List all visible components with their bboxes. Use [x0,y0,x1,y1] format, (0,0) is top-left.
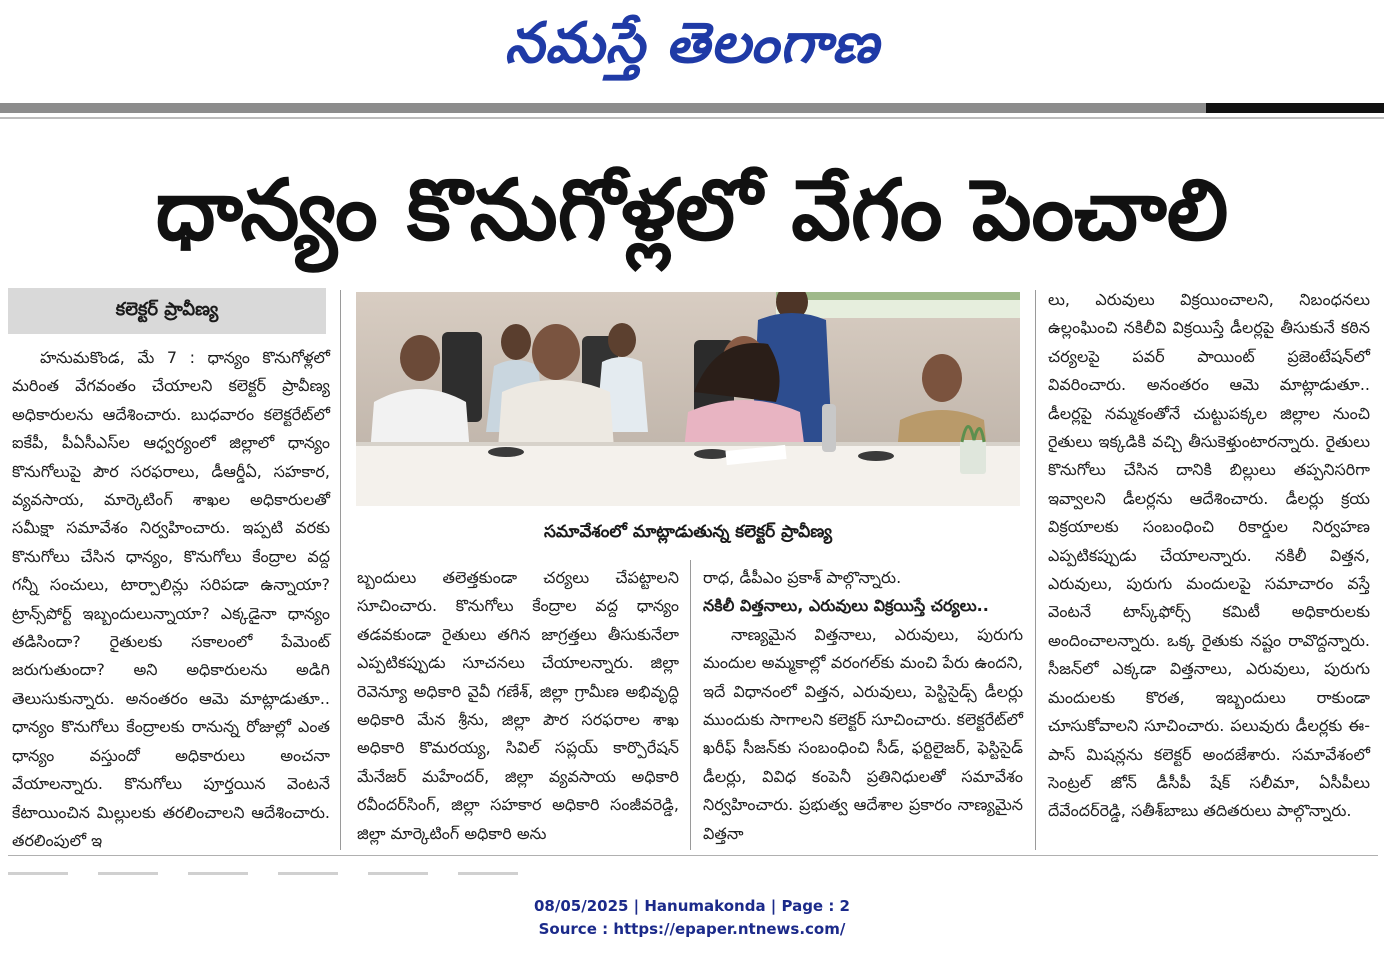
newspaper-logo: నమస్తే తెలంగాణ [504,10,880,76]
next-article-strip [8,872,528,875]
article-column-1 [12,344,330,855]
column-divider [1035,290,1036,850]
article-column-4 [1048,286,1370,826]
column-3-text: నాణ్యమైన విత్తనాలు, ఎరువులు, పురుగు మందుల అమ్మకాల్లో వరంగల్‌కు మంచి పేరు ఉందని, ఇదే విధానంలో విత్తన, ఎరువులు, పెస్టిసైడ్స్ డీలర్లు ముందుకు సాగాలని కలెక్టర్ సూచించారు. కలెక్టరేట్‌లో ఖరీఫ్ సీజన్‌కు సంబంధించి సీడ్, ఫర్టిలైజర్, ఫెస్టిసైడ్ డీలర్లు, వివిధ కంపెనీ ప్రతినిధులతో సమావేశం నిర్వహించారు. ప్రభుత్వ ఆదేశాల ప్రకారం నాణ్యమైన విత్తనా [703,624,1023,843]
masthead-rule-thin [0,117,1384,119]
article-headline: ధాన్యం కొనుగోళ్లలో వేగం పెంచాలి [155,161,1229,259]
masthead [0,0,1384,100]
article-column-3 [703,564,1023,848]
article-column-2 [357,564,679,848]
footer-source-link[interactable]: Source : https://epaper.ntnews.com/ [538,920,846,938]
byline-text: కలెక్టర్ ప్రావీణ్య [115,298,219,320]
article-photo [356,292,1020,506]
column-2-text: బ్బందులు తలెత్తకుండా చర్యలు చేపట్టాలని సూచించారు. కొనుగోలు కేంద్రాల వద్ద ధాన్యం తడవకుండా రైతులు తగిన జాగ్రత్తలు తీసుకునేలా ఎప్పటికప్పుడు సూచనలు చేయాలన్నారు. జిల్లా రెవెన్యూ అధికారి వైవీ గణేశ్, జిల్లా గ్రామీణ అభివృద్ధి అధికారి మేన శ్రీను, జిల్లా పౌర సరఫరాల శాఖ అధికారి కొమరయ్య, సివిల్ సప్లయ్ కార్పొరేషన్ మేనేజర్ మహేందర్, జిల్లా వ్యవసాయ అధికారి రవీందర్‌సింగ్, జిల్లా సహకార అధికారి సంజీవరెడ్డి, జిల్లా మార్కెటింగ్ అధికారి అను [357,568,679,843]
masthead-rule [0,103,1384,113]
footer-edition-info: 08/05/2025 | Hanumakonda | Page : 2 [533,897,850,915]
photo-caption: సమావేశంలో మాట్లాడుతున్న కలెక్టర్ ప్రావీణ్య [543,522,833,542]
column-3-lead: రాధ, డీపీఎం ప్రకాశ్ పాల్గొన్నారు. [703,568,902,587]
column-3-subhead: నకిలీ విత్తనాలు, ఎరువులు విక్రయిస్తే చర్యలు.. [703,596,989,616]
column-divider [690,560,691,850]
page-bottom-rule [8,855,1378,856]
masthead-rule-accent [1206,103,1384,113]
column-1-text: హనుమకొండ, మే 7 : ధాన్యం కొనుగోళ్లలో మరింత వేగవంతం చేయాలని కలెక్టర్ ప్రావీణ్య అధికారులను ఆదేశించారు. బుధవారం కలెక్టరేట్‌లో ఐకేపీ, పీఏసీఎస్‌ల ఆధ్వర్యంలో జిల్లాలో ధాన్యం కొనుగోలుపై పౌర సరఫరాలు, డీఆర్డీఏ, సహకార, వ్యవసాయ, మార్కెటింగ్ శాఖల అధికారులతో సమీక్షా సమావేశం నిర్వహించారు. ఇప్పటి వరకు కొనుగోలు చేసిన ధాన్యం, కొనుగోలు కేంద్రాల వద్ద గన్నీ సంచులు, టార్పాలిన్లు సరిపడా ఉన్నాయా? ట్రాన్స్‌పోర్ట్ ఇబ్బందులున్నాయా? ఎక్కడైనా ధాన్యం తడిసిందా? రైతులకు సకాలంలో పేమెంట్ జరుగుతుందా? అని అధికారులను అడిగి తెలుసుకున్నారు. అనంతరం ఆమె మాట్లాడుతూ.. ధాన్యం కొనుగోలు కేంద్రాలకు రానున్న రోజుల్లో ఎంత ధాన్యం వస్తుందో అధికారులు అంచనా వేయాలన్నారు. కొనుగోలు పూర్తయిన వెంటనే కేటాయించిన మిల్లులకు తరలించాలని ఆదేశించారు. తరలింపులో ఇ [12,348,330,850]
column-divider [340,290,341,850]
column-4-text: లు, ఎరువులు విక్రయించాలని, నిబంధనలు ఉల్లంఘించి నకిలీవి విక్రయిస్తే డీలర్లపై తీసుకునే కఠిన చర్యలపై పవర్ పాయింట్ ప్రజెంటేషన్‌లో వివరించారు. అనంతరం ఆమె మాట్లాడుతూ.. డీలర్లపై నమ్మకంతోనే చుట్టుపక్కల జిల్లాల నుంచి రైతులు ఇక్కడికి వచ్చి తీసుకెళ్తుంటారన్నారు. రైతులు కొనుగోలు చేసిన దానికి బిల్లులు తప్పనిసరిగా ఇవ్వాలని డీలర్లను ఆదేశించారు. డీలర్లు క్రయ విక్రయాలకు సంబంధించి రికార్డుల నిర్వహణ ఎప్పటికప్పుడు చేయాలన్నారు. నకిలీ విత్తన, ఎరువులు, పురుగు మందులపై సమాచారం వస్తే వెంటనే టాస్క్‌ఫోర్స్ కమిటీ అధికారులకు అందించాలన్నారు. ఒక్క రైతుకు నష్టం రావొద్దన్నారు. సీజన్‌లో ఎక్కడా విత్తనాలు, ఎరువులు, పురుగు మందులకు కొరత, ఇబ్బందులు రాకుండా చూసుకోవాలని సూచించారు. పలువురు డీలర్లకు ఈ-పాస్ మిషన్లను కలెక్టర్ అందజేశారు. సమావేశంలో సెంట్రల్ జోన్ డీసీపీ షేక్ సలీమా, ఏసీపీలు దేవేందర్‌రెడ్డి, సతీశ్‌బాబు తదితరులు పాల్గొన్నారు. [1048,290,1370,821]
byline-box [8,288,326,334]
